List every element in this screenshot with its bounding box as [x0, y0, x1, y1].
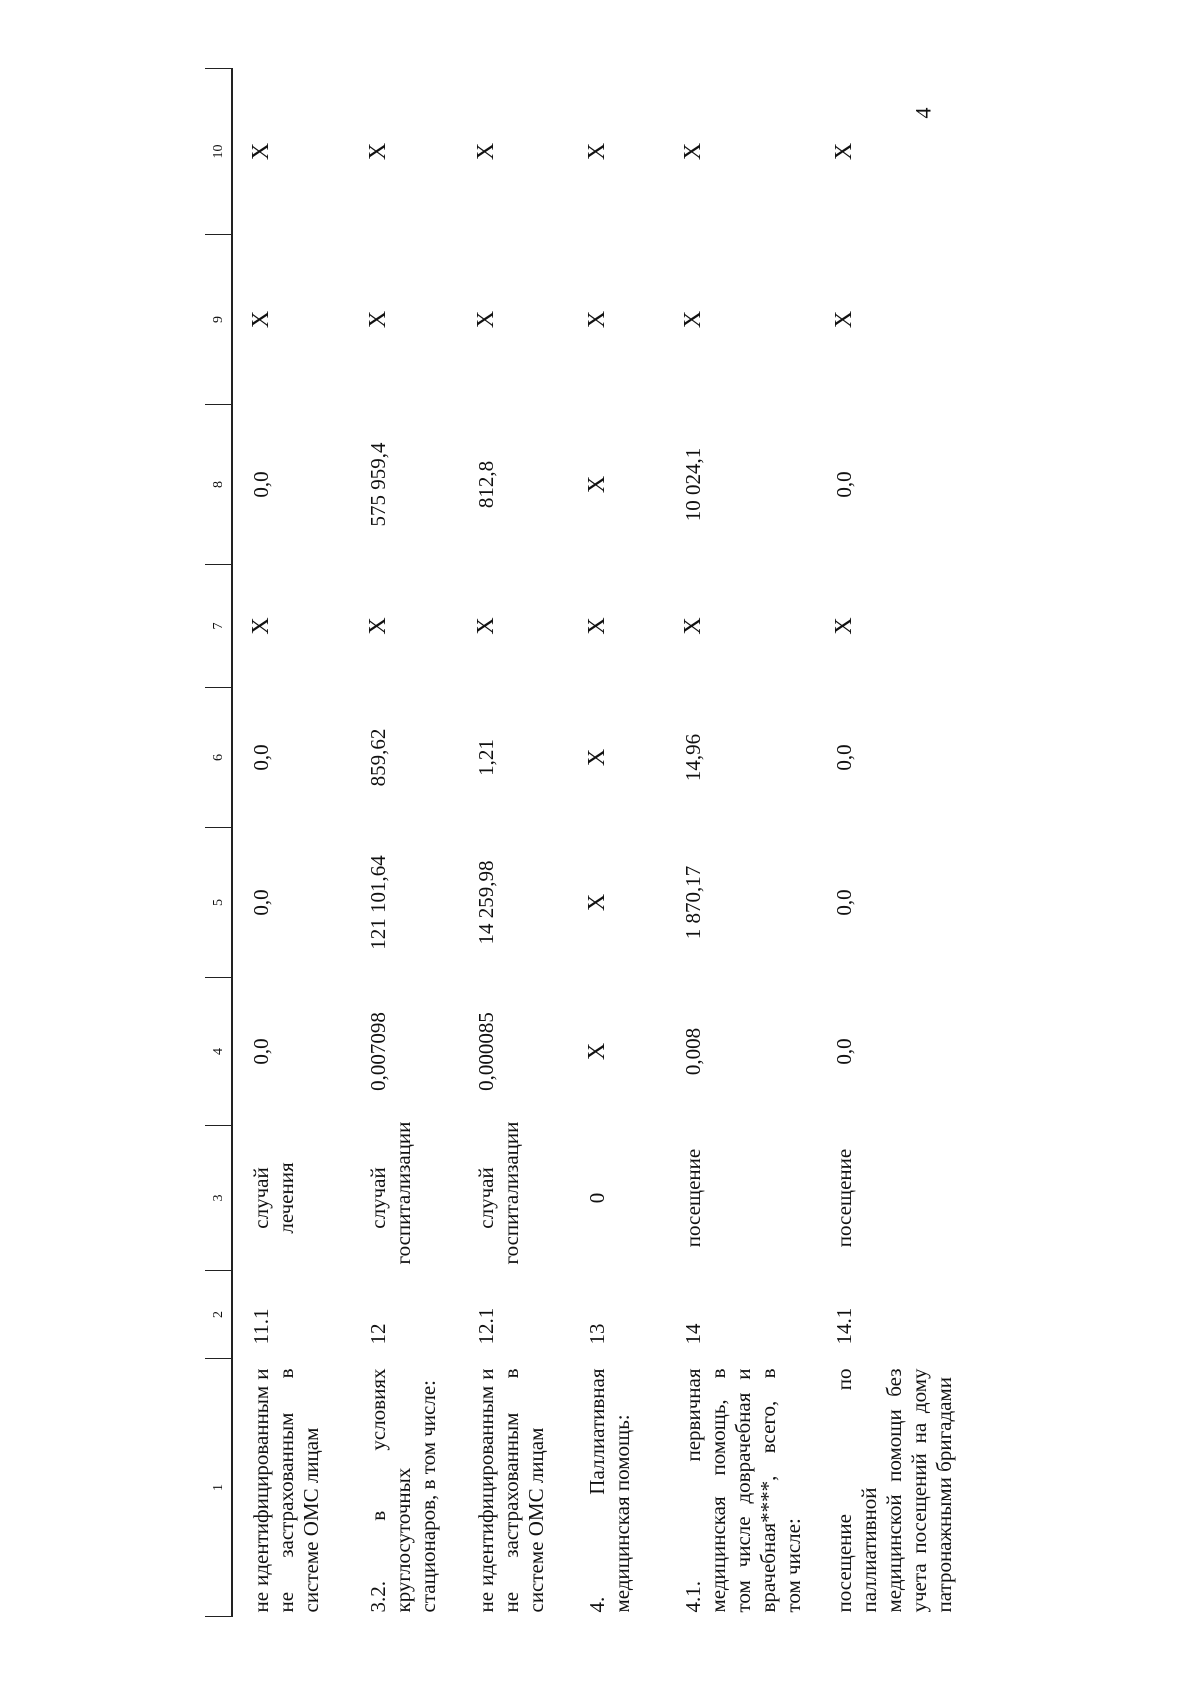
- value-cell: X: [365, 617, 391, 635]
- row-name: 4. Паллиативная медицинская помощь:: [585, 1368, 634, 1613]
- table-row: [458, 69, 569, 1617]
- column-header: 9: [205, 235, 232, 405]
- value-cell: X: [831, 142, 857, 161]
- value-cell: 812,8: [474, 460, 498, 509]
- row-number: 14.1: [832, 1307, 856, 1345]
- value-cell: X: [680, 310, 706, 329]
- unit-cell: посещение: [832, 1148, 856, 1248]
- value-cell: 575 959,4: [366, 442, 390, 527]
- value-cell: 14 259,98: [474, 860, 498, 945]
- value-cell: X: [584, 748, 610, 767]
- row-number: 13: [585, 1323, 609, 1345]
- value-cell: 1,21: [474, 739, 498, 776]
- value-cell: 0,0: [832, 744, 856, 771]
- page-number: 4: [910, 107, 936, 119]
- value-cell: X: [473, 617, 499, 635]
- table-row: [816, 69, 1002, 1617]
- column-header: 1: [205, 1359, 232, 1617]
- value-cell: 0,000085: [474, 1012, 498, 1091]
- value-cell: 0,0: [249, 1038, 273, 1065]
- value-cell: 0,0: [249, 889, 273, 916]
- value-cell: 121 101,64: [366, 855, 390, 950]
- value-cell: X: [248, 310, 274, 329]
- value-cell: X: [473, 142, 499, 161]
- value-cell: X: [584, 617, 610, 635]
- column-header: 3: [205, 1126, 232, 1271]
- value-cell: X: [473, 310, 499, 329]
- table-row: [350, 69, 458, 1617]
- value-cell: X: [680, 142, 706, 161]
- column-header: 5: [205, 828, 232, 978]
- column-header: 6: [205, 688, 232, 828]
- row-number: 12.1: [474, 1307, 498, 1345]
- column-header: 7: [205, 565, 232, 688]
- value-cell: X: [365, 142, 391, 161]
- row-name: 4.1. первичная медицинская помощь, в том числе доврачебная и врачебная****, всего, в том числе:: [681, 1368, 805, 1613]
- value-cell: X: [680, 617, 706, 635]
- column-header: 4: [205, 978, 232, 1126]
- row-number: 11.1: [249, 1308, 273, 1345]
- value-cell: 0,008: [681, 1027, 705, 1076]
- unit-cell: случай госпитализации: [474, 1121, 523, 1265]
- value-cell: 0,0: [832, 889, 856, 916]
- value-cell: 0,0: [249, 471, 273, 498]
- row-name: не идентифицированным и не застрахованным в системе ОМС лицам: [249, 1368, 323, 1613]
- value-cell: 0,0: [832, 1038, 856, 1065]
- value-cell: X: [584, 1042, 610, 1061]
- value-cell: X: [365, 310, 391, 329]
- value-cell: X: [831, 310, 857, 329]
- value-cell: 0,0: [249, 744, 273, 771]
- table-row: [569, 69, 665, 1617]
- value-cell: X: [584, 310, 610, 329]
- column-header: 8: [205, 405, 232, 565]
- value-cell: X: [584, 142, 610, 161]
- value-cell: X: [584, 893, 610, 912]
- unit-cell: случай госпитализации: [366, 1121, 415, 1265]
- row-number: 14: [681, 1323, 705, 1345]
- column-header: 2: [205, 1271, 232, 1359]
- value-cell: X: [248, 617, 274, 635]
- value-cell: X: [248, 142, 274, 161]
- unit-cell: посещение: [681, 1148, 705, 1248]
- value-cell: X: [831, 617, 857, 635]
- value-cell: 14,96: [681, 733, 705, 782]
- data-table: [205, 68, 1002, 1617]
- unit-cell: 0: [585, 1192, 609, 1204]
- row-number: 12: [366, 1323, 390, 1345]
- row-name: 3.2. в условиях круглосуточных стационаров, в том числе:: [366, 1368, 440, 1613]
- unit-cell: случай лечения: [249, 1162, 298, 1234]
- header-row: [205, 69, 232, 1617]
- table-row: [232, 69, 350, 1617]
- value-cell: 0,0: [832, 471, 856, 498]
- value-cell: 1 870,17: [681, 865, 705, 940]
- column-header: 10: [205, 69, 232, 235]
- value-cell: 10 024,1: [681, 447, 705, 522]
- value-cell: X: [584, 475, 610, 494]
- value-cell: 859,62: [366, 728, 390, 787]
- value-cell: 0,007098: [366, 1012, 390, 1091]
- table-row: [665, 69, 816, 1617]
- rotated-table-wrapper: [205, 69, 956, 1617]
- row-name: не идентифицированным и не застрахованным в системе ОМС лицам: [474, 1368, 548, 1613]
- row-name: посещение по паллиативной медицинской помощи без учета посещений на дому патронажными бригадами: [832, 1368, 956, 1613]
